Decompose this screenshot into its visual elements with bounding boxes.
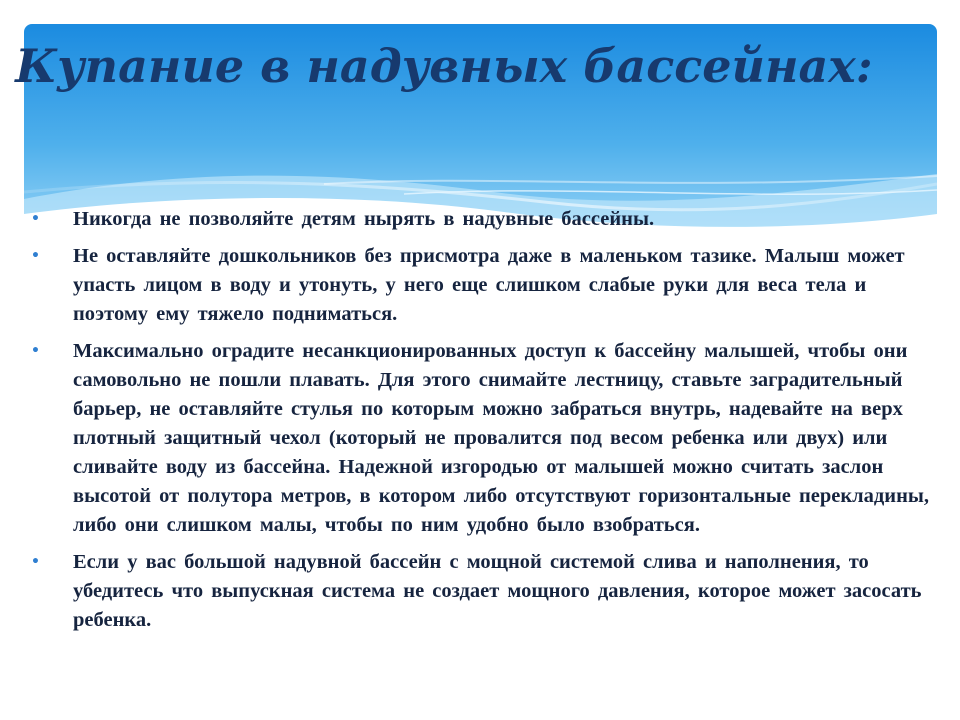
bullet-dot-icon: • (31, 211, 40, 227)
bullet-dot-icon: • (31, 248, 40, 264)
bullet-text: Никогда не позволяйте детям нырять в надувные бассейны. (73, 208, 655, 230)
bullet-dot-icon: • (31, 554, 40, 570)
bullet-text: Максимально оградите несанкционированных доступ к бассейну малышей, чтобы они самовольно не пошли плавать. Для этого снимайте лестницу, ставьте заградительный барьер, не оставляйте стулья по которым можно забраться внутрь, надевайте на верх плотный защитный чехол (который не провалится под весом ребенка или двух) или сливайте воду из бассейна. Надежной изгородью от малышей можно считать заслон высотой от полутора метров, в котором либо отсутствуют горизонтальные перекладины, либо они слишком малы, чтобы по ним удобно было взобраться. (73, 340, 930, 536)
bullet-text: Если у вас большой надувной бассейн с мощной системой слива и наполнения, то убедитесь что выпускная система не создает мощного давления, которое может засосать ребенка. (73, 551, 922, 631)
bullet-item (30, 205, 936, 234)
bullet-item (30, 337, 936, 540)
bullet-item (30, 548, 936, 635)
bullet-list (30, 205, 936, 643)
bullet-dot-icon: • (31, 343, 40, 359)
bullet-item (30, 242, 936, 329)
slide-title: Купание в надувных бассейнах: (15, 39, 873, 93)
bullet-text: Не оставляйте дошкольников без присмотра даже в маленьком тазике. Малыш может упасть лицом в воду и утонуть, у него еще слишком слабые руки для веса тела и поэтому ему тяжело подниматься. (73, 245, 905, 325)
